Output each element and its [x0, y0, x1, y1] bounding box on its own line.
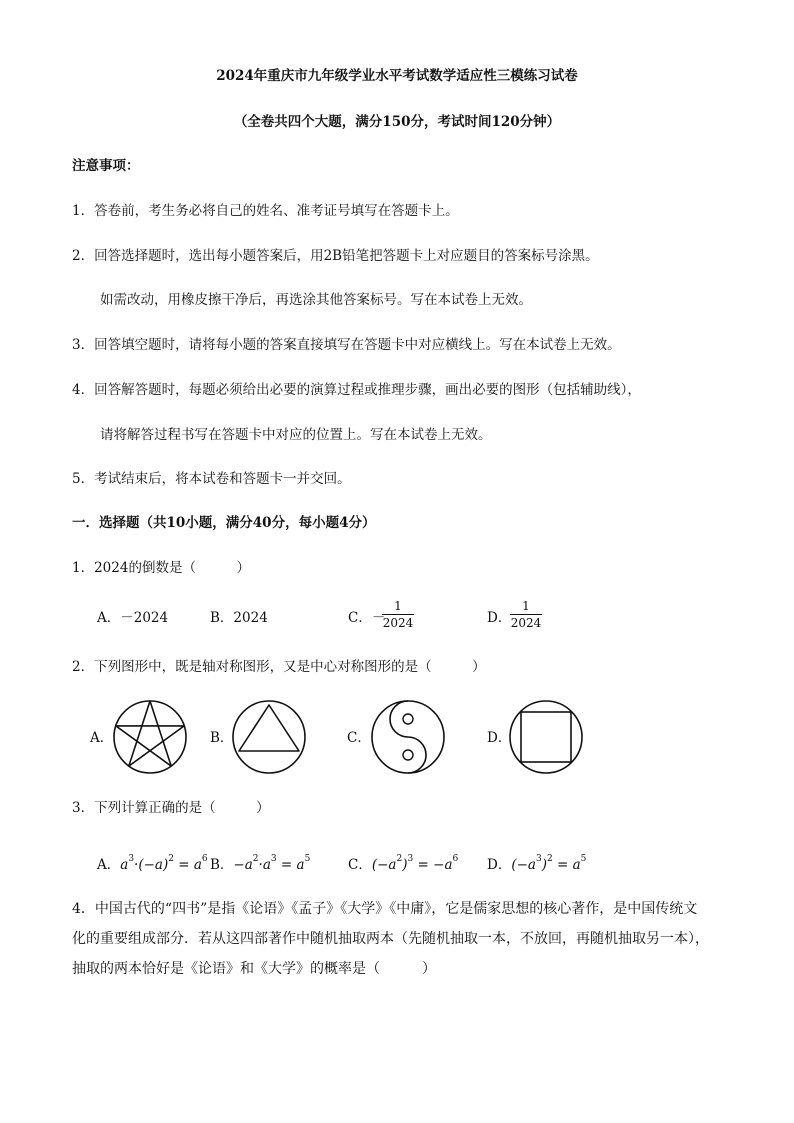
q3-option-d-expression: $(-a^3)^2 = a^5$: [511, 854, 587, 873]
notice-item-4: 4．回答解答题时，每题必须给出必要的演算过程或推理步骤，画出必要的图形（包括辅助线），: [72, 382, 641, 398]
q1-c-denominator: 2024: [382, 616, 414, 630]
notice-item-3: 3．回答填空题时，请将每小题的答案直接填写在答题卡中对应横线上。写在本试卷上无效。: [72, 337, 621, 353]
q1-option-b: B．2024: [210, 610, 268, 626]
q3-option-b-expression: $-a^2\cdot a^3 = a^5$: [233, 854, 311, 873]
circle-triangle-icon: [231, 699, 307, 775]
q4-line-2: 化的重要组成部分．若从这四部著作中随机抽取两本（先随机抽取一本，不放回，再随机抽取另一本），: [72, 931, 709, 947]
q3-stem: 3．下列计算正确的是（ ）: [72, 800, 270, 816]
q1-option-d-label: D．: [487, 610, 512, 626]
q2-option-c-label: C．: [347, 730, 371, 746]
notice-item-2-cont: 如需改动，用橡皮擦干净后，再选涂其他答案标号。写在本试卷上无效。: [100, 292, 532, 308]
q3-option-b-label: B．: [210, 857, 234, 873]
page-title: 2024年重庆市九年级学业水平考试数学适应性三模练习试卷: [216, 68, 578, 84]
q1-stem: 1．2024的倒数是（ ）: [72, 560, 250, 576]
q3-option-d-label: D．: [487, 857, 512, 873]
notice-item-1: 1．答卷前，考生务必将自己的姓名、准考证号填写在答题卡上。: [72, 203, 459, 219]
q1-option-c-fraction: [380, 598, 416, 631]
notice-item-4-cont: 请将解答过程书写在答题卡中对应的位置上。写在本试卷上无效。: [100, 427, 492, 443]
page-subtitle: （全卷共四个大题，满分150分，考试时间120分钟）: [233, 114, 561, 130]
q1-option-d-fraction: [508, 598, 544, 631]
q1-option-a: A．－2024: [97, 610, 169, 626]
q2-option-d-label: D．: [487, 730, 512, 746]
q2-option-a-label: A．: [90, 730, 114, 746]
q4-line-1: 4．中国古代的“四书”是指《论语》《孟子》《大学》《中庸》，它是儒家思想的核心著作，是中国传统文: [72, 901, 698, 917]
q2-stem: 2．下列图形中，既是轴对称图形，又是中心对称图形的是（ ）: [72, 659, 486, 675]
q3-option-d: [487, 849, 586, 875]
notice-item-5: 5．考试结束后，将本试卷和答题卡一并交回。: [72, 471, 351, 487]
q1-d-numerator: 1: [522, 599, 530, 613]
q3-option-a-expression: $a^3\cdot(-a)^2 = a^6$: [120, 854, 208, 873]
q3-option-c: [348, 849, 458, 875]
q3-option-c-expression: $(-a^2)^3 = -a^6$: [371, 854, 459, 873]
circle-square-icon: [508, 699, 584, 775]
yin-yang-icon: [370, 699, 446, 775]
notice-item-2: 2．回答选择题时，选出每小题答案后，用2B铅笔把答题卡上对应题目的答案标号涂黑。: [72, 248, 599, 264]
q3-option-a: [97, 849, 208, 875]
q2-option-b-label: B．: [210, 730, 234, 746]
q1-d-denominator: 2024: [510, 616, 542, 630]
section-heading: 一．选择题（共10小题，满分40分，每小题4分）: [72, 515, 376, 531]
q1-option-c-label: C．－: [348, 610, 386, 626]
q3-option-c-label: C．: [348, 857, 372, 873]
q3-option-a-label: A．: [97, 857, 121, 873]
circle-star-icon: [112, 699, 188, 775]
q1-c-numerator: 1: [394, 599, 402, 613]
q3-option-b: [210, 849, 310, 875]
notice-heading: 注意事项：: [72, 158, 140, 174]
q4-line-3: 抽取的两本恰好是《论语》和《大学》的概率是（ ）: [72, 961, 436, 977]
